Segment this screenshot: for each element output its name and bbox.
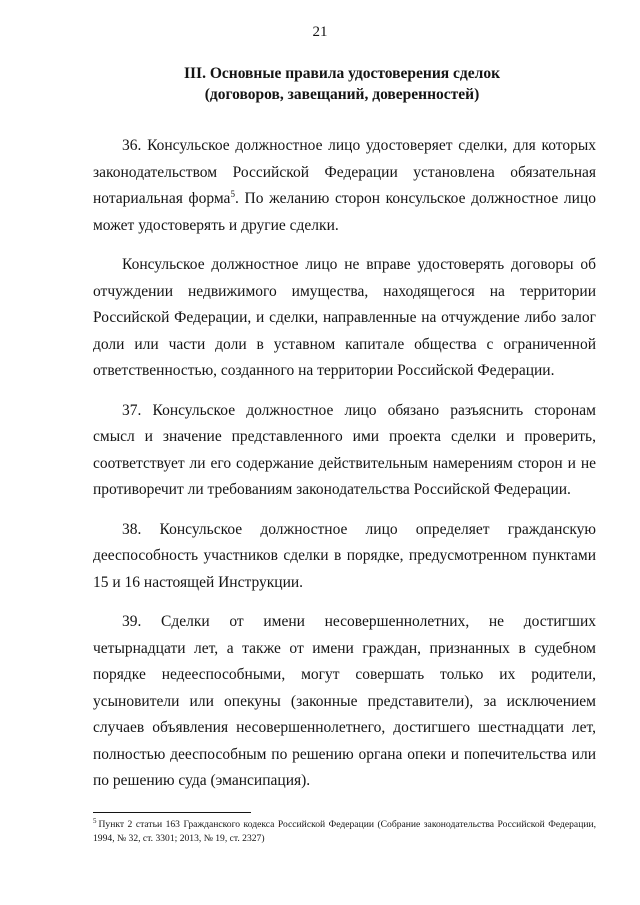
- footnote-mark: 5: [93, 816, 97, 825]
- paragraph-38: 38. Консульское должностное лицо определяет гражданскую дееспособность участников сделки в порядке, предусмотренном пунктами 15 и 16 настоящей Инструкции.: [93, 520, 596, 591]
- document-body: [93, 133, 596, 808]
- paragraph-36: [93, 133, 596, 239]
- paragraph-39: 39. Сделки от имени несовершеннолетних, не достигших четырнадцати лет, а также от имени граждан, признанных в судебном порядке недееспособными, могут совершать только их родители, усыновители или опекуны (законные представители), за исключением случаев объявления несовершеннолетнего, достигшего шестнадцати лет, полностью дееспособным по решению органа опеки и попечительства или по решению суда (эмансипация).: [93, 613, 596, 789]
- paragraph-36-text-end: . По желанию сторон консульское должностное лицо может удостоверять и другие сделки.: [93, 190, 596, 234]
- section-title-line-2: (договоров, завещаний, доверенностей): [204, 86, 480, 103]
- paragraph-37: 37. Консульское должностное лицо обязано разъяснить сторонам смысл и значение представленного ими проекта сделки и проверить, соответствует ли его содержание действительным намерениям сторон и не противоречит ли требованиям законодательства Российской Федерации.: [93, 401, 596, 498]
- footnote: [93, 818, 596, 846]
- footnote-divider: [93, 812, 251, 813]
- paragraph-36-text: 36. Консульское должностное лицо удостоверяет сделки, для которых законодательством Российской Федерации установлена обязательная нотариальная форма: [93, 137, 596, 207]
- footnote-text: Пункт 2 статьи 163 Гражданского кодекса Российской Федерации (Собрание законодательства Российской Федерации, 1994, № 32, ст. 3301; 2013, № 19, ст. 2327): [93, 819, 596, 844]
- footnote-reference: 5: [230, 188, 235, 199]
- section-title-line-1: III. Основные правила удостоверения сделок: [183, 65, 501, 82]
- section-title: [92, 63, 592, 105]
- page-number: 21: [312, 24, 328, 40]
- paragraph-36-continuation: Консульское должностное лицо не вправе удостоверять договоры об отчуждении недвижимого имущества, находящегося на территории Российской Федерации, и сделки, направленные на отчуждение либо залог доли или части доли в уставном капитале общества с ограниченной ответственностью, созданного на территории Российской Федерации.: [93, 256, 596, 379]
